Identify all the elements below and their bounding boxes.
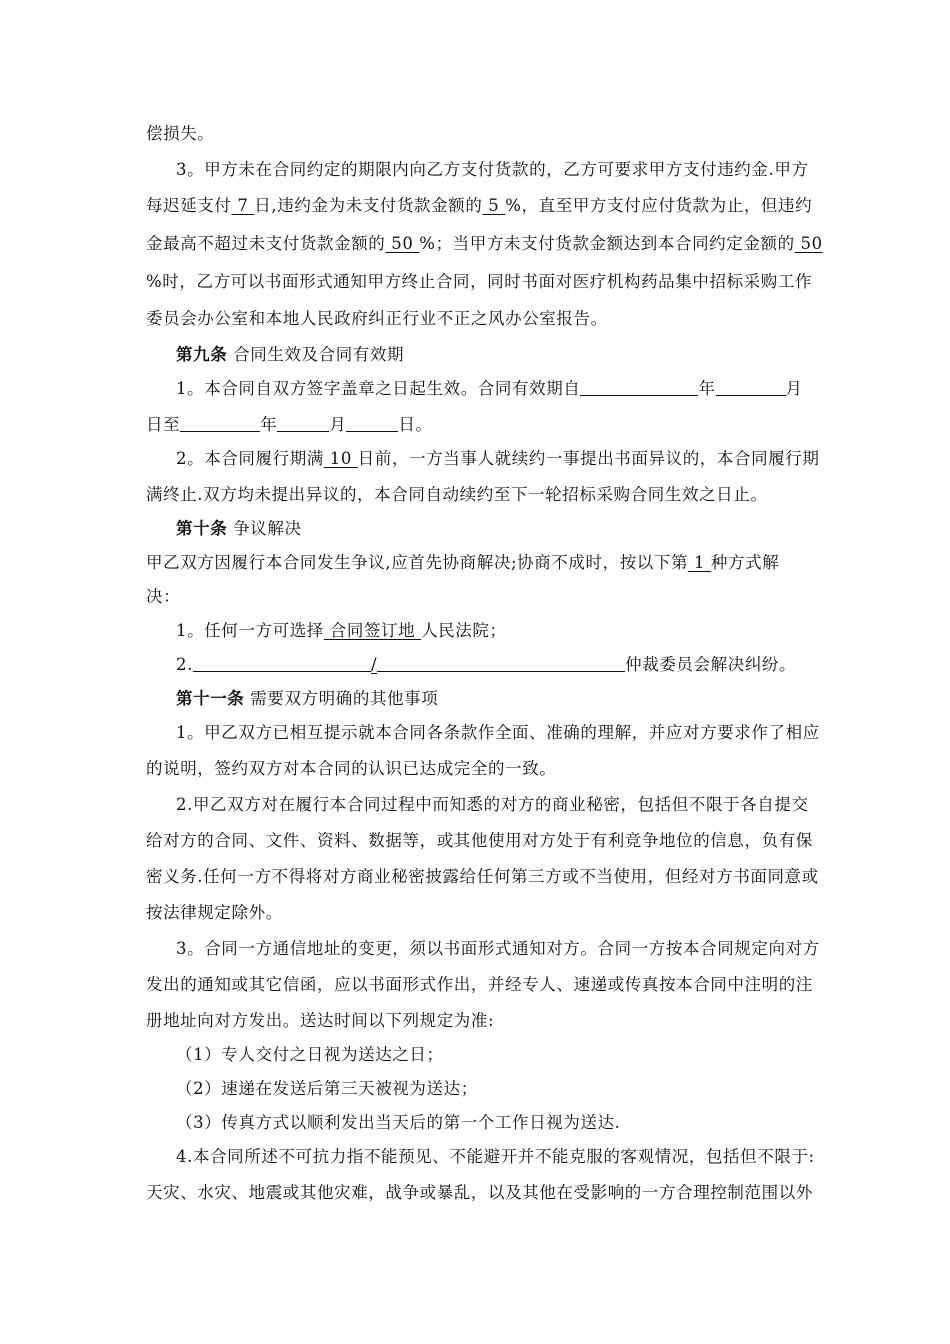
- text: 甲乙双方因履行本合同发生争议,应首先协商解决;协商不成时，按以下第: [146, 553, 689, 572]
- text: 1。任何一方可选择: [176, 621, 324, 640]
- end-month-blank: [277, 409, 329, 432]
- dispute-option-value: 1: [688, 553, 711, 572]
- paragraph-line: [146, 824, 816, 858]
- paragraph-line: [146, 1004, 816, 1038]
- max-penalty-value: 50: [385, 234, 420, 253]
- text: 仲裁委员会解决纠纷。: [625, 655, 797, 674]
- paragraph-line: [176, 932, 820, 966]
- text: 4.本合同所述不可抗力指不能预见、不能避开并不能克服的客观情况，包括但不限于:: [176, 1147, 815, 1166]
- text: 月: [785, 379, 803, 398]
- section-number: 第十条: [176, 519, 228, 538]
- text: 3。甲方未在合同约定的期限内向乙方支付货款的，乙方可要求甲方支付违约金.甲方: [176, 160, 809, 179]
- text: 决：: [146, 587, 181, 606]
- paragraph-line: [176, 1140, 816, 1174]
- paragraph-line: [176, 442, 820, 476]
- text: 给对方的合同、文件、资料、数据等，或其他使用对方处于有利竞争地位的信息，负有保: [146, 831, 813, 850]
- paragraph-line: [146, 860, 819, 894]
- list-item: [176, 1106, 846, 1140]
- text: 1。本合同自双方签字盖章之日起生效。合同有效期自: [176, 379, 581, 398]
- delay-days-value: 7: [231, 196, 255, 215]
- text: 2。本合同履行期满: [176, 449, 324, 468]
- paragraph-line: [146, 189, 816, 223]
- section-title: 合同生效及合同有效期: [227, 345, 405, 364]
- text: 每迟延支付: [146, 196, 232, 215]
- arbitration-blank-1: [193, 649, 371, 672]
- termination-threshold-value: 50: [794, 234, 823, 253]
- paragraph-line: [146, 478, 816, 512]
- text: %，直至甲方支付应付货款为止，但违约: [505, 196, 813, 215]
- section-number: 第十一条: [176, 689, 245, 708]
- end-day-blank: [346, 409, 398, 432]
- text: 天灾、水灾、地震或其他灾难，战争或暴乱，以及其他在受影响的一方合理控制范围以外: [146, 1183, 813, 1202]
- section-title: 争议解决: [227, 519, 302, 538]
- section-heading-10: [176, 512, 846, 546]
- text: 人民法院；: [421, 621, 507, 640]
- paragraph-line: [146, 408, 816, 442]
- text: 密义务.任何一方不得将对方商业秘密披露给任何第三方或不当使用，但经对方书面同意或: [146, 867, 819, 886]
- paragraph-line: [146, 580, 816, 614]
- text: 日。: [398, 415, 433, 434]
- paragraph-line: [146, 265, 816, 299]
- list-item: [176, 1072, 846, 1106]
- renewal-days-value: 10: [323, 449, 358, 468]
- text: 种方式解: [710, 553, 780, 572]
- paragraph-line: [146, 227, 823, 261]
- text: （1）专人交付之日视为送达之日；: [176, 1045, 444, 1064]
- text: 月: [329, 415, 347, 434]
- section-heading-9: [176, 338, 846, 372]
- text: %；当甲方未支付货款金额达到本合同约定金额的: [419, 234, 795, 253]
- paragraph-line: [146, 302, 816, 336]
- text: 2.甲乙双方对在履行本合同过程中而知悉的对方的商业秘密，包括但不限于各自提交: [176, 795, 809, 814]
- text: 1。甲乙双方已相互提示就本合同各条款作全面、准确的理解，并应对方要求作了相应: [176, 723, 820, 742]
- text: （2）速递在发送后第三天被视为送达；: [176, 1079, 478, 1098]
- text: 委员会办公室和本地人民政府纠正行业不正之风办公室报告。: [146, 309, 608, 328]
- section-heading-11: [176, 682, 846, 716]
- text: 日前，一方当事人就续约一事提出书面异议的，本合同履行期: [357, 449, 820, 468]
- end-year-blank: [180, 409, 260, 432]
- text: 年: [698, 379, 716, 398]
- arbitration-blank-2: [377, 649, 625, 672]
- start-year-blank: [580, 373, 698, 396]
- text: 按法律规定除外。: [146, 903, 283, 922]
- text: 的说明，签约双方对本合同的认识已达成完全的一致。: [146, 759, 557, 778]
- paragraph-line: [176, 614, 846, 648]
- list-item: [176, 1038, 846, 1072]
- text: 日,违约金为未支付货款金额的: [254, 196, 483, 215]
- text: 册地址向对方发出。送达时间以下列规定为准:: [146, 1011, 495, 1030]
- text: 3。合同一方通信地址的变更，须以书面形式通知对方。合同一方按本合同规定向对方: [176, 939, 820, 958]
- paragraph-line: [176, 153, 816, 187]
- arbitration-slash: /: [370, 655, 378, 674]
- start-month-blank: [716, 373, 786, 396]
- paragraph-line: [176, 372, 816, 406]
- court-location-value: 合同签订地: [323, 621, 422, 640]
- paragraph-line: [176, 716, 820, 750]
- paragraph-line: [176, 788, 816, 822]
- section-title: 需要双方明确的其他事项: [244, 689, 439, 708]
- paragraph-line: [146, 968, 816, 1002]
- text: （3）传真方式以顺利发出当天后的第一个工作日视为送达.: [176, 1113, 621, 1132]
- paragraph-line: [146, 752, 816, 786]
- paragraph-line: [146, 117, 816, 151]
- section-number: 第九条: [176, 345, 228, 364]
- paragraph-line: [176, 648, 846, 682]
- text: 发出的通知或其它信函，应以书面形式作出，并经专人、速递或传真按本合同中注明的注: [146, 975, 813, 994]
- paragraph-line: [146, 546, 816, 580]
- penalty-rate-value: 5: [482, 196, 506, 215]
- text: 偿损失。: [146, 124, 215, 143]
- text: 日至: [146, 415, 181, 434]
- paragraph-line: [146, 1176, 816, 1210]
- text: %时，乙方可以书面形式通知甲方终止合同，同时书面对医疗机构药品集中招标采购工作: [146, 272, 813, 291]
- text: 满终止.双方均未提出异议的，本合同自动续约至下一轮招标采购合同生效之日止。: [146, 485, 768, 504]
- text: 年: [260, 415, 278, 434]
- paragraph-line: [146, 896, 816, 930]
- text: 金最高不超过未支付货款金额的: [146, 234, 386, 253]
- text: 2.: [176, 655, 193, 674]
